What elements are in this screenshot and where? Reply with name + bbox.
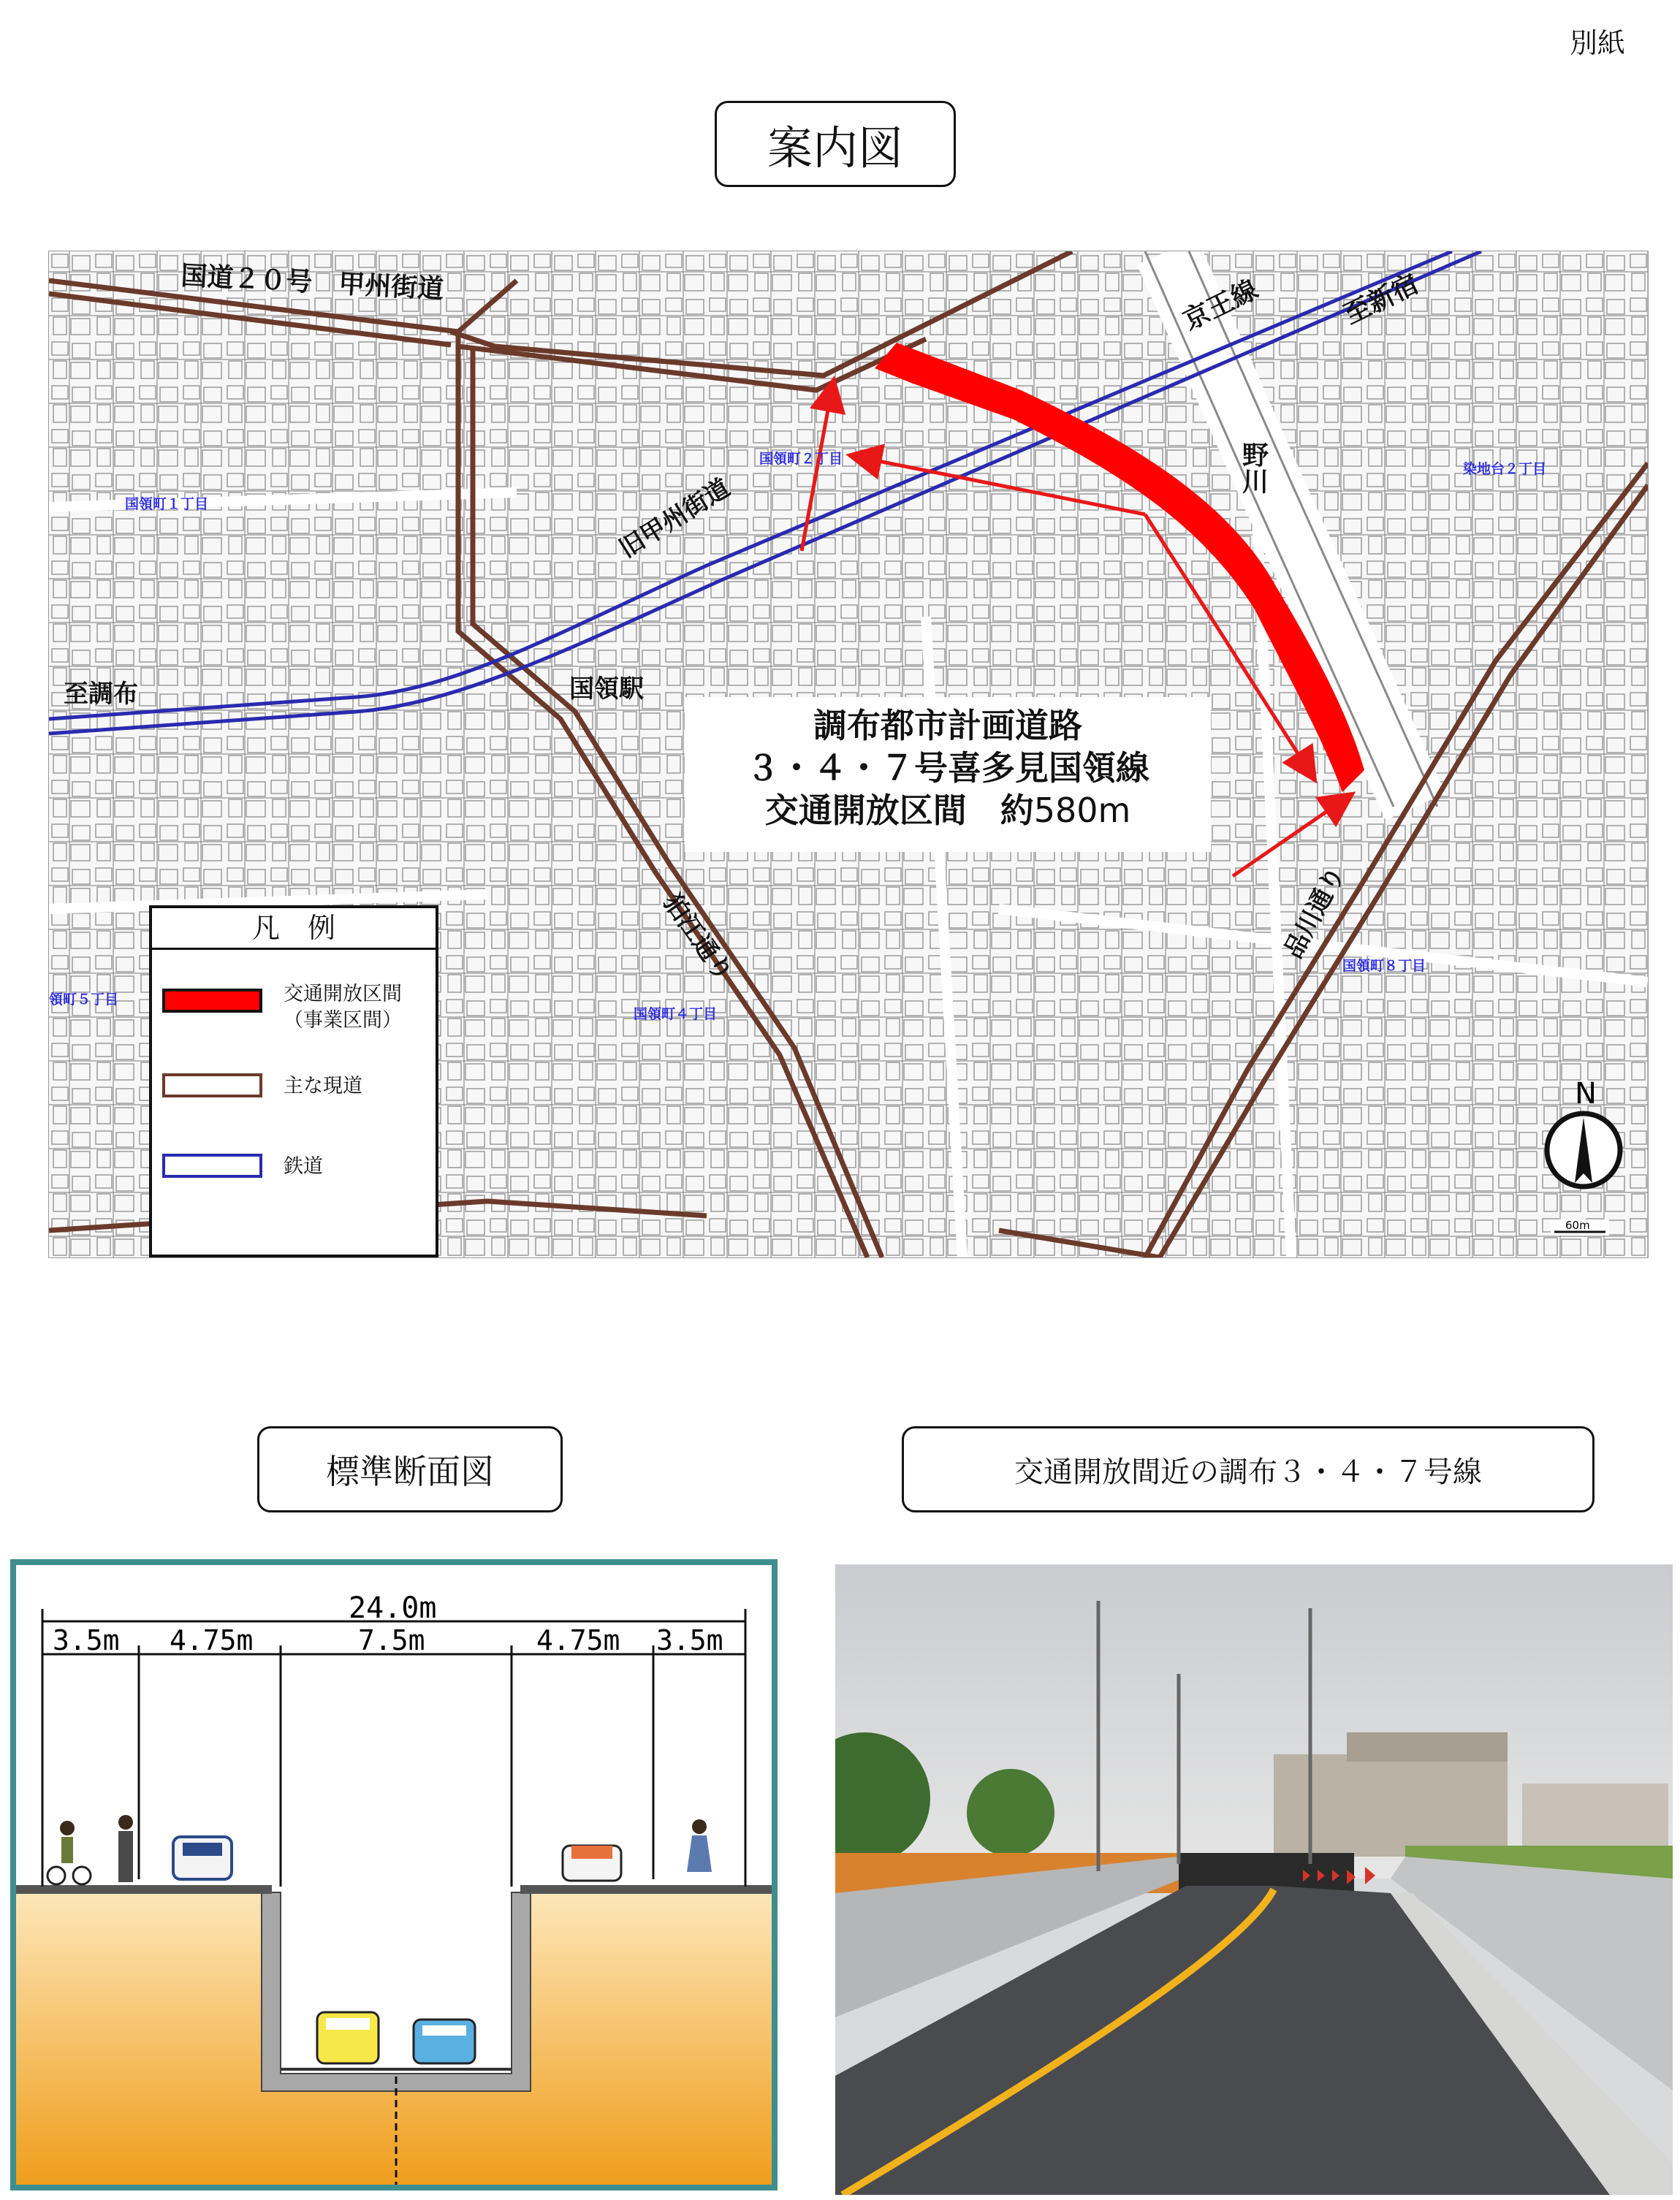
car-lower-left-icon — [317, 2012, 379, 2063]
town-kokuryo5: 領町５丁目 — [49, 991, 119, 1008]
cyclist-icon — [47, 1821, 91, 1884]
road-photo-svg — [835, 1564, 1673, 2195]
section-title-box — [257, 1426, 563, 1512]
map-legend — [149, 905, 438, 1257]
dim-2: 7.5m — [358, 1624, 425, 1656]
section-title: 標準断面図 — [326, 1452, 494, 1491]
label-route20: 国道２０号 甲州街道 — [180, 261, 445, 305]
pedestrian-right-icon — [687, 1819, 712, 1872]
car-upper-left-icon — [173, 1837, 232, 1879]
dim-4: 3.5m — [656, 1624, 723, 1656]
legend-item-open-section — [162, 983, 402, 1034]
callout-line2: ３・４・７号喜多見国領線 — [746, 748, 1149, 788]
cross-section-diagram — [10, 1559, 778, 2191]
photo-title-box — [902, 1426, 1595, 1512]
legend-swatch-red — [162, 989, 262, 1013]
callout-line1: 調布都市計画道路 — [813, 706, 1082, 745]
photo-title: 交通開放間近の調布３・４・７号線 — [1014, 1455, 1482, 1489]
road-photo — [835, 1564, 1673, 2195]
route-callout — [685, 697, 1211, 852]
legend-title: 凡 例 — [152, 908, 436, 950]
town-kokuryo2: 国領町２丁目 — [759, 451, 843, 467]
label-to-chofu: 至調布 — [64, 680, 138, 709]
legend-item-rail — [162, 1154, 323, 1180]
legend-swatch-blue — [162, 1154, 262, 1178]
legend-label-open: 交通開放区間 — [284, 983, 402, 1005]
callout-line3 — [685, 789, 1211, 831]
cross-section-svg — [16, 1565, 772, 2185]
callout-length: 580m — [1033, 791, 1131, 830]
dim-total: 24.0m — [349, 1591, 437, 1625]
legend-label-open-sub: （事業区間） — [284, 1009, 402, 1032]
town-kokuryo1: 国領町１丁目 — [125, 496, 209, 512]
map-title: 案内図 — [767, 121, 903, 175]
label-to-shinjuku: 至新宿 — [1339, 268, 1424, 331]
dim-0: 3.5m — [53, 1624, 120, 1656]
label-komae-dori: 狛江通り — [657, 888, 739, 987]
legend-item-roads — [162, 1073, 362, 1100]
corner-label: 別紙 — [1570, 27, 1626, 59]
legend-label-roads: 主な現道 — [284, 1075, 362, 1097]
label-kokuryo-station: 国領駅 — [569, 674, 644, 704]
guide-map — [48, 251, 1649, 1258]
legend-swatch-brown — [162, 1073, 262, 1097]
legend-label-rail: 鉄道 — [284, 1155, 323, 1178]
town-somegaoka: 染地台２丁目 — [1463, 461, 1547, 477]
scale-bar — [1551, 1219, 1609, 1236]
callout-line3-prefix: 交通開放区間 約 — [764, 791, 1034, 830]
label-shinagawa-dori: 品川通り — [1278, 861, 1351, 964]
car-upper-right-icon — [563, 1846, 621, 1881]
town-kokuryo8: 国領町８丁目 — [1342, 958, 1426, 974]
map-title-box — [715, 101, 956, 187]
scale-label: 60m — [1565, 1219, 1590, 1232]
label-keio-line: 京王線 — [1178, 274, 1263, 337]
dim-1: 4.75m — [170, 1624, 254, 1656]
car-lower-right-icon — [414, 2020, 475, 2063]
label-nogawa: 野川 — [1238, 441, 1269, 494]
town-kokuryo4: 国領町４丁目 — [634, 1006, 718, 1022]
dim-3: 4.75m — [536, 1624, 620, 1656]
pedestrian-icon — [118, 1815, 133, 1882]
label-kyu-koshu: 旧甲州街道 — [614, 473, 735, 564]
north-label: N — [1575, 1077, 1597, 1111]
